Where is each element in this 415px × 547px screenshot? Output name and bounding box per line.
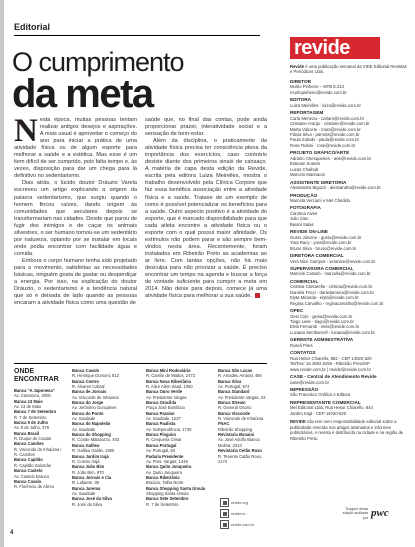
end-mark-icon <box>255 293 260 298</box>
masthead-role: REVIDE ON-LINE <box>290 229 329 235</box>
masthead-name: Marcele Casseb - marcella@revide.com.br <box>290 271 371 277</box>
store-name: Banca Visconde <box>218 410 250 416</box>
masthead-role: SUPERVISORA COMERCIAL <box>290 265 354 271</box>
store-name: Banca do Ponto <box>72 410 104 416</box>
store-name: Banca Cavalo <box>14 478 42 484</box>
masthead-name: Adriano Chesquenen - arte@revide.com.br <box>290 155 372 161</box>
store-address: Av. 9 de Julho, 378 <box>14 425 50 431</box>
store-name: Banca Stream <box>218 400 246 406</box>
store-name: Banca Jardim Irajá <box>72 453 109 459</box>
store-name: FNAC <box>218 421 230 427</box>
directory-heading: ONDE ENCONTRAR <box>14 368 59 383</box>
pwc-logo: pwc <box>371 507 389 520</box>
store-name: Banca Cavalo <box>72 368 100 373</box>
masthead-name: Jardim Irajá - CEP 14020-520 <box>290 410 347 416</box>
article-paragraph-text: Além da disciplina, o praticamente da atividade física precisa ter consciência plena da importância dos exercícios, caso contrário desiste diante dos primeiros sinais de cansaço. A matéria de capa desta edição da Revide, escrita pela editora Luiza Meirelles, mostra o trabalho desenvolvido pela Clínica Corpore que faz essa benéfica associação entre a atividade física e a saúde. Tratase de um exemplo de como é possível potencializar os benefícios para a saúde. Outro aspecto positivo é a atividade do esporte, que é marcado disponibilidade para que cada atleta encontre a atividade física ou o esporte com o qual possui maior afinidade. Os estímulos não podem parar e são sempre bem-vindos nesta área. Recentemente, foram instalados em Ribeirão Preto as academias ao ar livre. Com tantas opções, não há mais desculpa para não priorizar a saúde. É preciso encontrar um tempo na agenda e buscar a força de vontade suficiente para cumprir a meta em 2014. Não deixe para depois, comece já uma atividade física para melhorar a sua saúde. <box>145 138 267 300</box>
store-name: Banca Jornais e Cia <box>72 474 112 480</box>
masthead-role: ASSISTENTE DIRETORIA <box>290 179 347 185</box>
store-address: Shopping Santa Úrsula <box>146 490 189 496</box>
intro-text: é uma publicação semanal da VIDE Editorial Revistas e Periódicos Ltda. <box>290 64 407 75</box>
notice-brand: REVIDE <box>290 419 306 425</box>
store-address: Av. Castelo Branco <box>14 473 50 479</box>
masthead-name: Paula Zubaki - paula@revide.com.br <box>290 137 360 143</box>
store-name: Banca Castelo <box>14 468 43 474</box>
store-name: Banca do Shopping <box>72 432 111 438</box>
store-address: R. Galileu Galilei, 1905 <box>72 448 115 454</box>
store-name: Banca Camões <box>14 441 44 447</box>
masthead-name: Elyta Miranda - elyta@revide.com.br <box>290 295 359 301</box>
masthead-name: Cristina Cantarella - cristina@revide.com.br <box>290 284 373 290</box>
masthead-name: Carla Menezui - carlam@revide.com.br <box>290 115 364 121</box>
masthead-name: São Francisco Gráfica e Editora <box>290 392 351 398</box>
directory-column-1 <box>14 388 66 490</box>
store-name: Banca São Lucas <box>218 368 253 373</box>
masthead <box>290 64 408 441</box>
store-address: R. José da Silva <box>72 501 102 507</box>
audit-text: Tiragem desta edição auditada por <box>342 507 368 520</box>
article-column-1 <box>14 113 137 307</box>
audit-badge <box>338 507 389 520</box>
page-edge <box>0 0 4 547</box>
masthead-name: Tiago Leite - tiago@revide.com.br <box>290 319 354 325</box>
intro-brand: Revide <box>290 64 304 69</box>
store-name: Banca Paulista <box>146 421 176 427</box>
store-address: Av. Saudade <box>72 416 96 422</box>
article-paragraph: Dias atrás, o lúcido doutor Dráuzio Varela escreveu um artigo explicando a origem da palavra sedentarismo, que surgiu quando o homem fincou raízes, dando origem às comunidades que seculares depois se transformariam nas cidades. Desde que parou de fugir dos inimigos e de caçar os animais silvestres, o ser humano tornou-se um sedentário por natureza, optando por se instalar em locais onde podia encontrar com facilidade água e comida. <box>14 180 137 257</box>
masthead-name: Murilo Pinheiro – MTB 6.313 <box>290 84 344 90</box>
article-column-2 <box>145 117 267 300</box>
store-name: Banca do Napoleão <box>72 421 111 427</box>
store-name: Banca Brasil <box>14 430 40 436</box>
store-address: R. Conde Matarazzo, 403 <box>72 437 120 443</box>
store-address: Ribeirão Shopping <box>218 426 253 432</box>
masthead-role: PROJETO GRÁFICO/ARTE <box>290 150 350 156</box>
masthead-name: Gusto Jónvino - gusto@revide.com.br <box>290 234 362 240</box>
store-name: Banca Ribeirânia <box>146 474 180 480</box>
social-link[interactable]: revide.org <box>220 498 266 507</box>
store-name: Banca Jurema <box>72 485 101 491</box>
qr-code-icon <box>220 520 229 529</box>
store-address: R. General Osório <box>218 405 252 411</box>
store-address: Av. Jerônimo Gonçalves <box>72 405 117 411</box>
store-address: R. Henrique Dumont, 812 <box>72 373 119 379</box>
store-name: Banca Pinguim <box>146 432 176 438</box>
masthead-name: Elvis Fernandi - elvis@revide.com.br <box>290 324 360 330</box>
headline-line-1: O cumprimento <box>12 47 184 77</box>
store-address: R. Visconde de Inhaúma / R. Camões <box>14 446 62 458</box>
masthead-name: Vera Nice Campos - veranice@revide.com.br <box>290 258 376 264</box>
masthead-name: Daniela Fecci - danielameira@revide.com.br <box>290 289 374 295</box>
masthead-role: DIRETOR <box>290 78 312 84</box>
store-address: Av. Saudade <box>72 490 96 496</box>
masthead-name: Marcela Vercianí e Mel Cândido <box>290 197 351 203</box>
masthead-notice <box>290 419 408 441</box>
qr-code-icon <box>220 498 229 507</box>
page-number: 4 <box>10 530 14 536</box>
masthead-role: GERENTE ADMINISTRATIVA <box>290 337 354 343</box>
notice-text: não tem nem responsabilidade editorial sobre a publicidade inserida nos artigos assinados e informes publicitários. A revista é distribuída na cidade e na região de Ribeirão Preto. <box>290 419 404 441</box>
store-address: Av. Saudade <box>72 426 96 432</box>
store-address: R. Tenente Catão Roxo, 2174 <box>218 453 263 464</box>
masthead-name: Regina Carvalho - reginacarvalho@revide.com.br <box>290 300 384 306</box>
store-name: Banca 7 de Setembro <box>14 409 57 415</box>
store-name: Banca João Bim <box>72 464 105 470</box>
store-name: Banca 13 Maio <box>14 398 43 404</box>
store-address: R. Amadeu Amaral, 494 <box>218 373 262 379</box>
masthead-name: Carolina Alves <box>290 210 318 216</box>
masthead-name: Estevan Soares <box>290 161 321 167</box>
masthead-name: Tel/Fax: 16 3602.5250 - Ribeirão Preto/SP <box>290 361 370 367</box>
drop-cap: N <box>14 113 38 149</box>
store-name: Revistaria Cetão Roxo <box>218 448 262 454</box>
store-address: Av. Portugal, 63 <box>146 448 176 454</box>
masthead-name: Rose Rubini - rose@revide.com.br <box>290 142 356 148</box>
store-address: Av. Presidente Vargas <box>146 394 187 400</box>
store-address: R. Lafaiete, 39 <box>72 480 99 486</box>
masthead-name: Luciana Sembarnell - luciana@revide.com.br <box>290 329 375 335</box>
masthead-role: REPORTAGEM <box>290 110 324 116</box>
store-name: Banca Oracilda <box>146 400 177 406</box>
masthead-name: Mel Editorial Ltda. Rua Heitor Chiarello, 844 <box>290 405 373 411</box>
store-address: Av. Pres. Vargas, 1446 <box>146 458 188 464</box>
masthead-name: Lucas Chaibub <box>290 166 319 172</box>
store-address: Av. 13 de Maio <box>14 404 42 410</box>
store-address: Av. Independência, 1730 <box>146 426 192 432</box>
masthead-name: Yara Racy - yara@revide.com.br <box>290 240 352 246</box>
store-name: Revistaria Bonaini <box>218 432 255 438</box>
store-address: Av. Saudade, 1227 <box>146 416 181 422</box>
store-name: Banca Galileu <box>72 442 100 448</box>
store-address: R. Visconde de Inhaúma <box>218 416 264 422</box>
store-name: Banca 9 de Julho <box>14 420 49 426</box>
store-address: R. Florêncio de Abreu <box>14 484 55 490</box>
social-link[interactable]: revide.com.br <box>220 520 266 529</box>
store-name: Banca Silva <box>218 378 242 384</box>
headline <box>12 47 274 116</box>
masthead-role: FOTOGRAFIA <box>290 205 321 211</box>
headline-line-2: da meta <box>12 72 153 116</box>
store-address: Av. Quito Junqueira <box>146 469 182 475</box>
store-address: R. Cosmo Irajá <box>72 458 100 464</box>
store-name: Banca Mini Rodoviária <box>146 368 191 373</box>
masthead-name: Rua Heitor Chiarello, 882 - CEP 14020-520 <box>290 355 372 361</box>
masthead-name: Alessandra Biguzzi - alessandra@revide.com.br <box>290 185 381 191</box>
masthead-name: Marcelo Marinaoni <box>290 172 325 178</box>
store-address: R. Cerqueira César <box>146 437 182 443</box>
masthead-name: Julio Sian <box>290 216 309 222</box>
store-address: Praça José Bonifácio <box>146 405 185 411</box>
masthead-role: CASE - Central de Atendimento Revide <box>290 374 377 380</box>
masthead-role: OPEC <box>290 308 304 314</box>
store-name: Banca Paraíso <box>146 410 175 416</box>
store-name: Banca Quito Junqueira <box>146 464 192 470</box>
masthead-role: CONTATOS <box>290 350 316 356</box>
masthead-name: Flávia Silva - pamela@revide.com.br <box>290 131 360 137</box>
store-name: Banca Centro <box>72 378 99 384</box>
social-links <box>220 498 266 531</box>
masthead-name: Cristiane Araújo - cristiane@revide.com.br <box>290 121 370 127</box>
article-paragraph: esta época, muitas pessoas tentam realizar antigos desejos e aspirações. A mais usual é aproveitar o começo do ano para iniciar a prática de uma atividade física ou de algum esporte para melhorar a saúde e a estética. Mas esse é um item difícil de ser cumprido, pois falta tempo e, às vezes, disposição para dar um chega para lá definitivo no sedentarismo. <box>14 117 137 180</box>
masthead-name: Beiani Salas <box>290 221 314 227</box>
store-name: Padaria Presidente <box>146 453 184 459</box>
social-link[interactable]: revide.tv <box>220 509 266 518</box>
directory-column-2 <box>72 368 124 507</box>
store-name: Banca Ouro Verde <box>146 389 182 395</box>
store-address: R. 7 de Setembro <box>146 501 179 507</box>
store-name: Banca de Jornais <box>72 389 107 395</box>
masthead-name: murilopinheiro@revide.com.br <box>290 89 347 95</box>
store-name: Banca Capitão <box>14 457 43 463</box>
store-name: Banca "A Japonesa" <box>14 388 55 393</box>
masthead-name: Roseli Pires <box>290 342 313 348</box>
masthead-name: www.revide.com.br | revide@revide.com.br <box>290 366 371 372</box>
directory-column-3 <box>146 368 206 507</box>
masthead-name: case@revide.com.br <box>290 379 330 385</box>
masthead-role: REPRESENTANTE COMERCIAL <box>290 399 361 405</box>
store-name: Banca do Jorge <box>72 400 104 406</box>
qr-code-icon <box>220 509 229 518</box>
store-address: Braúcio, Talha Norte <box>146 480 184 486</box>
masthead-role: DIRETORA COMERCIAL <box>290 253 344 259</box>
directory-column-4 <box>218 368 270 464</box>
masthead-role: PRODUÇÃO <box>290 192 318 198</box>
store-name: Banca José da Silva <box>72 496 112 502</box>
store-name: Banca Standard <box>218 389 250 395</box>
masthead-role: COMERCIAL <box>290 278 319 284</box>
store-address: R. Alice Além Saad, 1050 <box>146 384 193 390</box>
masthead-sections <box>290 79 408 416</box>
store-address: R. Capitão Salomão <box>14 462 52 468</box>
store-name: Banca Sete Setembro <box>146 496 189 502</box>
store-address: Av. Presidente Vargas, 43 <box>218 394 266 400</box>
store-address: R. Álvares Cabral <box>72 384 105 390</box>
store-address: Av. Caramuru, 2000 <box>14 393 51 399</box>
store-name: Banca Portugal <box>146 442 177 448</box>
store-address: R. Camilo de Mattos, 2472 <box>146 373 196 379</box>
masthead-role: EDITORA <box>290 97 312 103</box>
article-paragraph: Embora o corpo humano tenha sido projetado para o movimento, satisfeitas as necessidades básicas, ninguém gosta de gastar ou desperdiçar a energia. Por isso, na explicação do doutor Dráuzio, o sedentarismo é a tendência natural que só é deixada de lado quando as pessoas encaram a atividade física como uma questão de <box>14 257 137 307</box>
revide-logo: revide <box>290 37 380 59</box>
directory-rule <box>14 363 267 364</box>
section-rule <box>14 35 260 36</box>
store-address: Av. Visconde de Inhaúma <box>72 394 119 400</box>
article-paragraph: saúde que, no final das contas, pode ainda proporcionar prazer, interatividade social e a sensação de bem-estar. <box>145 117 267 138</box>
article-paragraph <box>145 138 267 300</box>
masthead-name: Gesi Ciós - geisa@revide.com.br <box>290 313 353 319</box>
store-address: R. 7 de Setembro <box>14 414 47 420</box>
masthead-name: Bruno Silva - bruno@revide.com.br <box>290 245 357 251</box>
masthead-name: Marta Valcorte - mara@revide.com.br <box>290 126 361 132</box>
store-name: Banca Nova Ribeirânia <box>146 378 191 384</box>
store-address: R. Duque de Caxias <box>14 436 52 442</box>
store-address: R. João Bim, 970 <box>72 469 104 475</box>
masthead-role: IMPRESSÃO <box>290 387 319 393</box>
masthead-name: Luiza Meirelles - luiza@revide.com.br <box>290 102 361 108</box>
masthead-intro <box>290 64 408 75</box>
store-name: Banca Shopping Santa Úrsula <box>146 485 206 491</box>
store-address: Av. José Adolfo Bianco Molina, 2313 <box>218 437 260 448</box>
section-title: Editorial <box>14 22 51 32</box>
store-address: Av. Portugal, 974 <box>218 384 250 390</box>
